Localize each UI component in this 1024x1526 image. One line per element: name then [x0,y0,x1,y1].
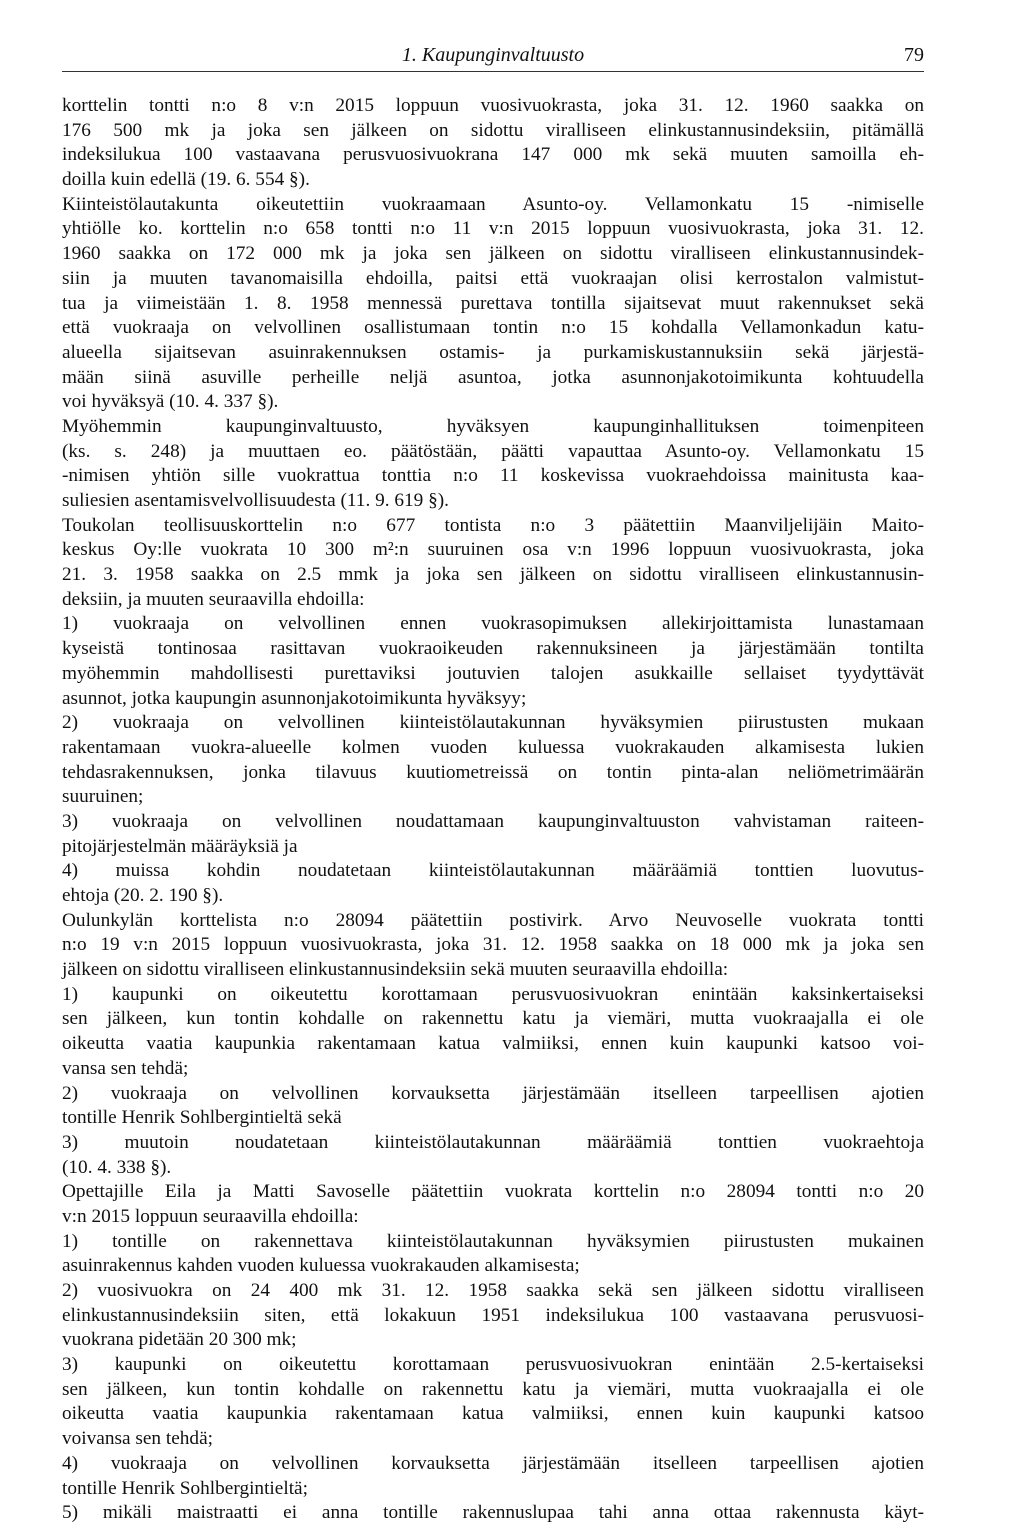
text-line: myöhemmin mahdollisesti purettaviksi joutuvien talojen asukkaille sellaiset tyydyttävät [62,662,924,684]
text-line: 1) vuokraaja on velvollinen ennen vuokrasopimuksen allekirjoittamista lunastamaan [62,613,924,635]
text-line: doilla kuin edellä (19. 6. 554 §). [62,169,310,191]
text-line: indeksilukua 100 vastaavana perusvuosivuokrana 147 000 mk sekä muuten samoilla eh- [62,144,924,166]
text-line: Myöhemmin kaupunginvaltuusto, hyväksyen kaupunginhallituksen toimenpiteen [62,415,924,437]
text-line: voivansa sen tehdä; [62,1428,213,1450]
text-line: että vuokraaja on velvollinen osallistumaan tontin n:o 15 kohdalla Vellamonkadun katu- [62,317,924,339]
text-line: Oulunkylän korttelista n:o 28094 päätettiin postivirk. Arvo Neuvoselle vuokrata tontti [62,909,924,931]
text-line: tehdasrakennuksen, jonka tilavuus kuutiometreissä on tontin pinta-alan neliömetrimäärän [62,761,924,783]
text-line: voi hyväksyä (10. 4. 337 §). [62,391,279,413]
text-line: vuokrana pidetään 20 300 mk; [62,1329,297,1351]
text-line: 1960 saakka on 172 000 mk ja joka sen jälkeen on sidottu viralliseen elinkustannusindek- [62,243,924,265]
running-head-title: 1. Kaupunginvaltuusto [401,44,585,66]
text-line: oikeutta vaatia kaupunkia rakentamaan katua valmiiksi, ennen kuin kaupunki katsoo [62,1403,924,1425]
text-line: tontille Henrik Sohlbergintieltä sekä [62,1107,342,1129]
text-line: rakentamaan vuokra-alueelle kolmen vuoden kuluessa vuokrakauden alkamisesta lukien [62,736,924,758]
text-line: 3) vuokraaja on velvollinen noudattamaan kaupunginvaltuuston vahvistaman raiteen- [62,810,924,832]
text-line: alueella sijaitsevan asuinrakennuksen ostamis- ja purkamiskustannuksiin sekä järjestä- [62,341,924,363]
text-line: -nimisen yhtiön sille vuokrattua tonttia n:o 11 koskevissa vuokraehdoissa mainitusta kaa- [62,465,924,487]
text-line: Kiinteistölautakunta oikeutettiin vuokraamaan Asunto-oy. Vellamonkatu 15 -nimiselle [62,193,924,215]
text-line: pitojärjestelmän määräyksiä ja [62,835,298,857]
text-line: keskus Oy:lle vuokrata 10 300 m²:n suuruinen osa v:n 1996 loppuun vuosivuokrasta, joka [62,539,924,561]
text-line: 2) vuokraaja on velvollinen kiinteistölautakunnan hyväksymien piirustusten mukaan [62,712,924,734]
text-line: deksiin, ja muuten seuraavilla ehdoilla: [62,588,365,610]
text-line: 2) vuosivuokra on 24 400 mk 31. 12. 1958 saakka sekä sen jälkeen sidottu viralliseen [62,1280,924,1301]
text-line: (10. 4. 338 §). [62,1156,172,1178]
text-line: asuinrakennus kahden vuoden kuluessa vuokrakauden alkamisesta; [62,1255,580,1277]
text-line: ehtoja (20. 2. 190 §). [62,885,224,906]
text-line: suliesien asentamisvelvollisuudesta (11. 9. 619 §). [62,490,449,511]
page-number: 79 [904,44,924,66]
text-line: n:o 19 v:n 2015 loppuun vuosivuokrasta, joka 31. 12. 1958 saakka on 18 000 mk ja joka sen [62,934,924,956]
text-line: mään siinä asuville perheille neljä asuntoa, jotka asunnonjakotoimikunta kohtuudella [62,366,924,388]
text-line: korttelin tontti n:o 8 v:n 2015 loppuun vuosivuokrasta, joka 31. 12. 1960 saakka on [62,95,924,116]
text-line: Toukolan teollisuuskorttelin n:o 677 tontista n:o 3 päätettiin Maanviljelijäin Maito- [62,514,924,536]
text-line: tontille Henrik Sohlbergintieltä; [62,1477,308,1499]
text-line: sen jälkeen, kun tontin kohdalle on rakennettu katu ja viemäri, mutta vuokraajalla ei ole [62,1008,924,1030]
text-line: suuruinen; [62,786,144,808]
text-line: oikeutta vaatia kaupunkia rakentamaan katua valmiiksi, ennen kuin kaupunki katsoo voi- [62,1033,924,1055]
text-line: tua ja viimeistään 1. 8. 1958 mennessä purettava tontilla sijaitsevat muut rakennukset sekä [62,292,924,314]
text-line: vansa sen tehdä; [62,1057,189,1079]
text-line: yhtiölle ko. korttelin n:o 658 tontti n:o 11 v:n 2015 loppuun vuosivuokrasta, joka 31. 12. [62,218,924,240]
running-head [62,44,924,72]
text-line: 4) muissa kohdin noudatetaan kiinteistölautakunnan määräämiä tonttien luovutus- [62,860,924,882]
text-line: Opettajille Eila ja Matti Savoselle päätettiin vuokrata korttelin n:o 28094 tontti n:o 20 [62,1181,924,1203]
document-body [62,94,924,1526]
text-line: 4) vuokraaja on velvollinen korvauksetta järjestämään itselleen tarpeellisen ajotien [62,1452,924,1474]
text-line: 21. 3. 1958 saakka on 2.5 mmk ja joka sen jälkeen on sidottu viralliseen elinkustannusin- [62,564,924,586]
text-line: v:n 2015 loppuun seuraavilla ehdoilla: [62,1205,359,1227]
text-line: sen jälkeen, kun tontin kohdalle on rakennettu katu ja viemäri, mutta vuokraajalla ei ole [62,1378,924,1400]
text-line: 5) mikäli maistraatti ei anna tontille rakennuslupaa tahi anna ottaa rakennusta käyt- [62,1502,924,1524]
text-line: elinkustannusindeksiin siten, että lokakuun 1951 indeksilukua 100 vastaavana perusvuosi- [62,1304,924,1326]
document-page [62,0,924,1524]
text-line: 3) muutoin noudatetaan kiinteistölautakunnan määräämiä tonttien vuokraehtoja [62,1131,924,1153]
text-line: 1) tontille on rakennettava kiinteistölautakunnan hyväksymien piirustusten mukainen [62,1230,924,1252]
text-line: siin ja muuten tavanomaisilla ehdoilla, paitsi että vuokraajan olisi kerrostalon valmistut- [62,267,924,289]
text-line: 3) kaupunki on oikeutettu korottamaan perusvuosivuokran enintään 2.5-kertaiseksi [62,1354,924,1376]
text-line: asunnot, jotka kaupungin asunnonjakotoimikunta hyväksyy; [62,687,527,709]
text-line: 2) vuokraaja on velvollinen korvauksetta järjestämään itselleen tarpeellisen ajotien [62,1082,924,1104]
text-line: jälkeen on sidottu viralliseen elinkustannusindeksiin sekä muuten seuraavilla ehdoilla: [62,959,729,981]
text-line: (ks. s. 248) ja muuttaen eo. päätöstään, päätti vapauttaa Asunto-oy. Vellamonkatu 15 [62,440,924,462]
header-rule [62,71,924,72]
text-line: 176 500 mk ja joka sen jälkeen on sidottu viralliseen elinkustannusindeksiin, pitämällä [62,119,924,141]
text-line: 1) kaupunki on oikeutettu korottamaan perusvuosivuokran enintään kaksinkertaiseksi [62,983,924,1005]
text-line: kyseistä tontinosaa rasittavan vuokraoikeuden rakennuksineen ja järjestämään tontilta [62,638,924,660]
